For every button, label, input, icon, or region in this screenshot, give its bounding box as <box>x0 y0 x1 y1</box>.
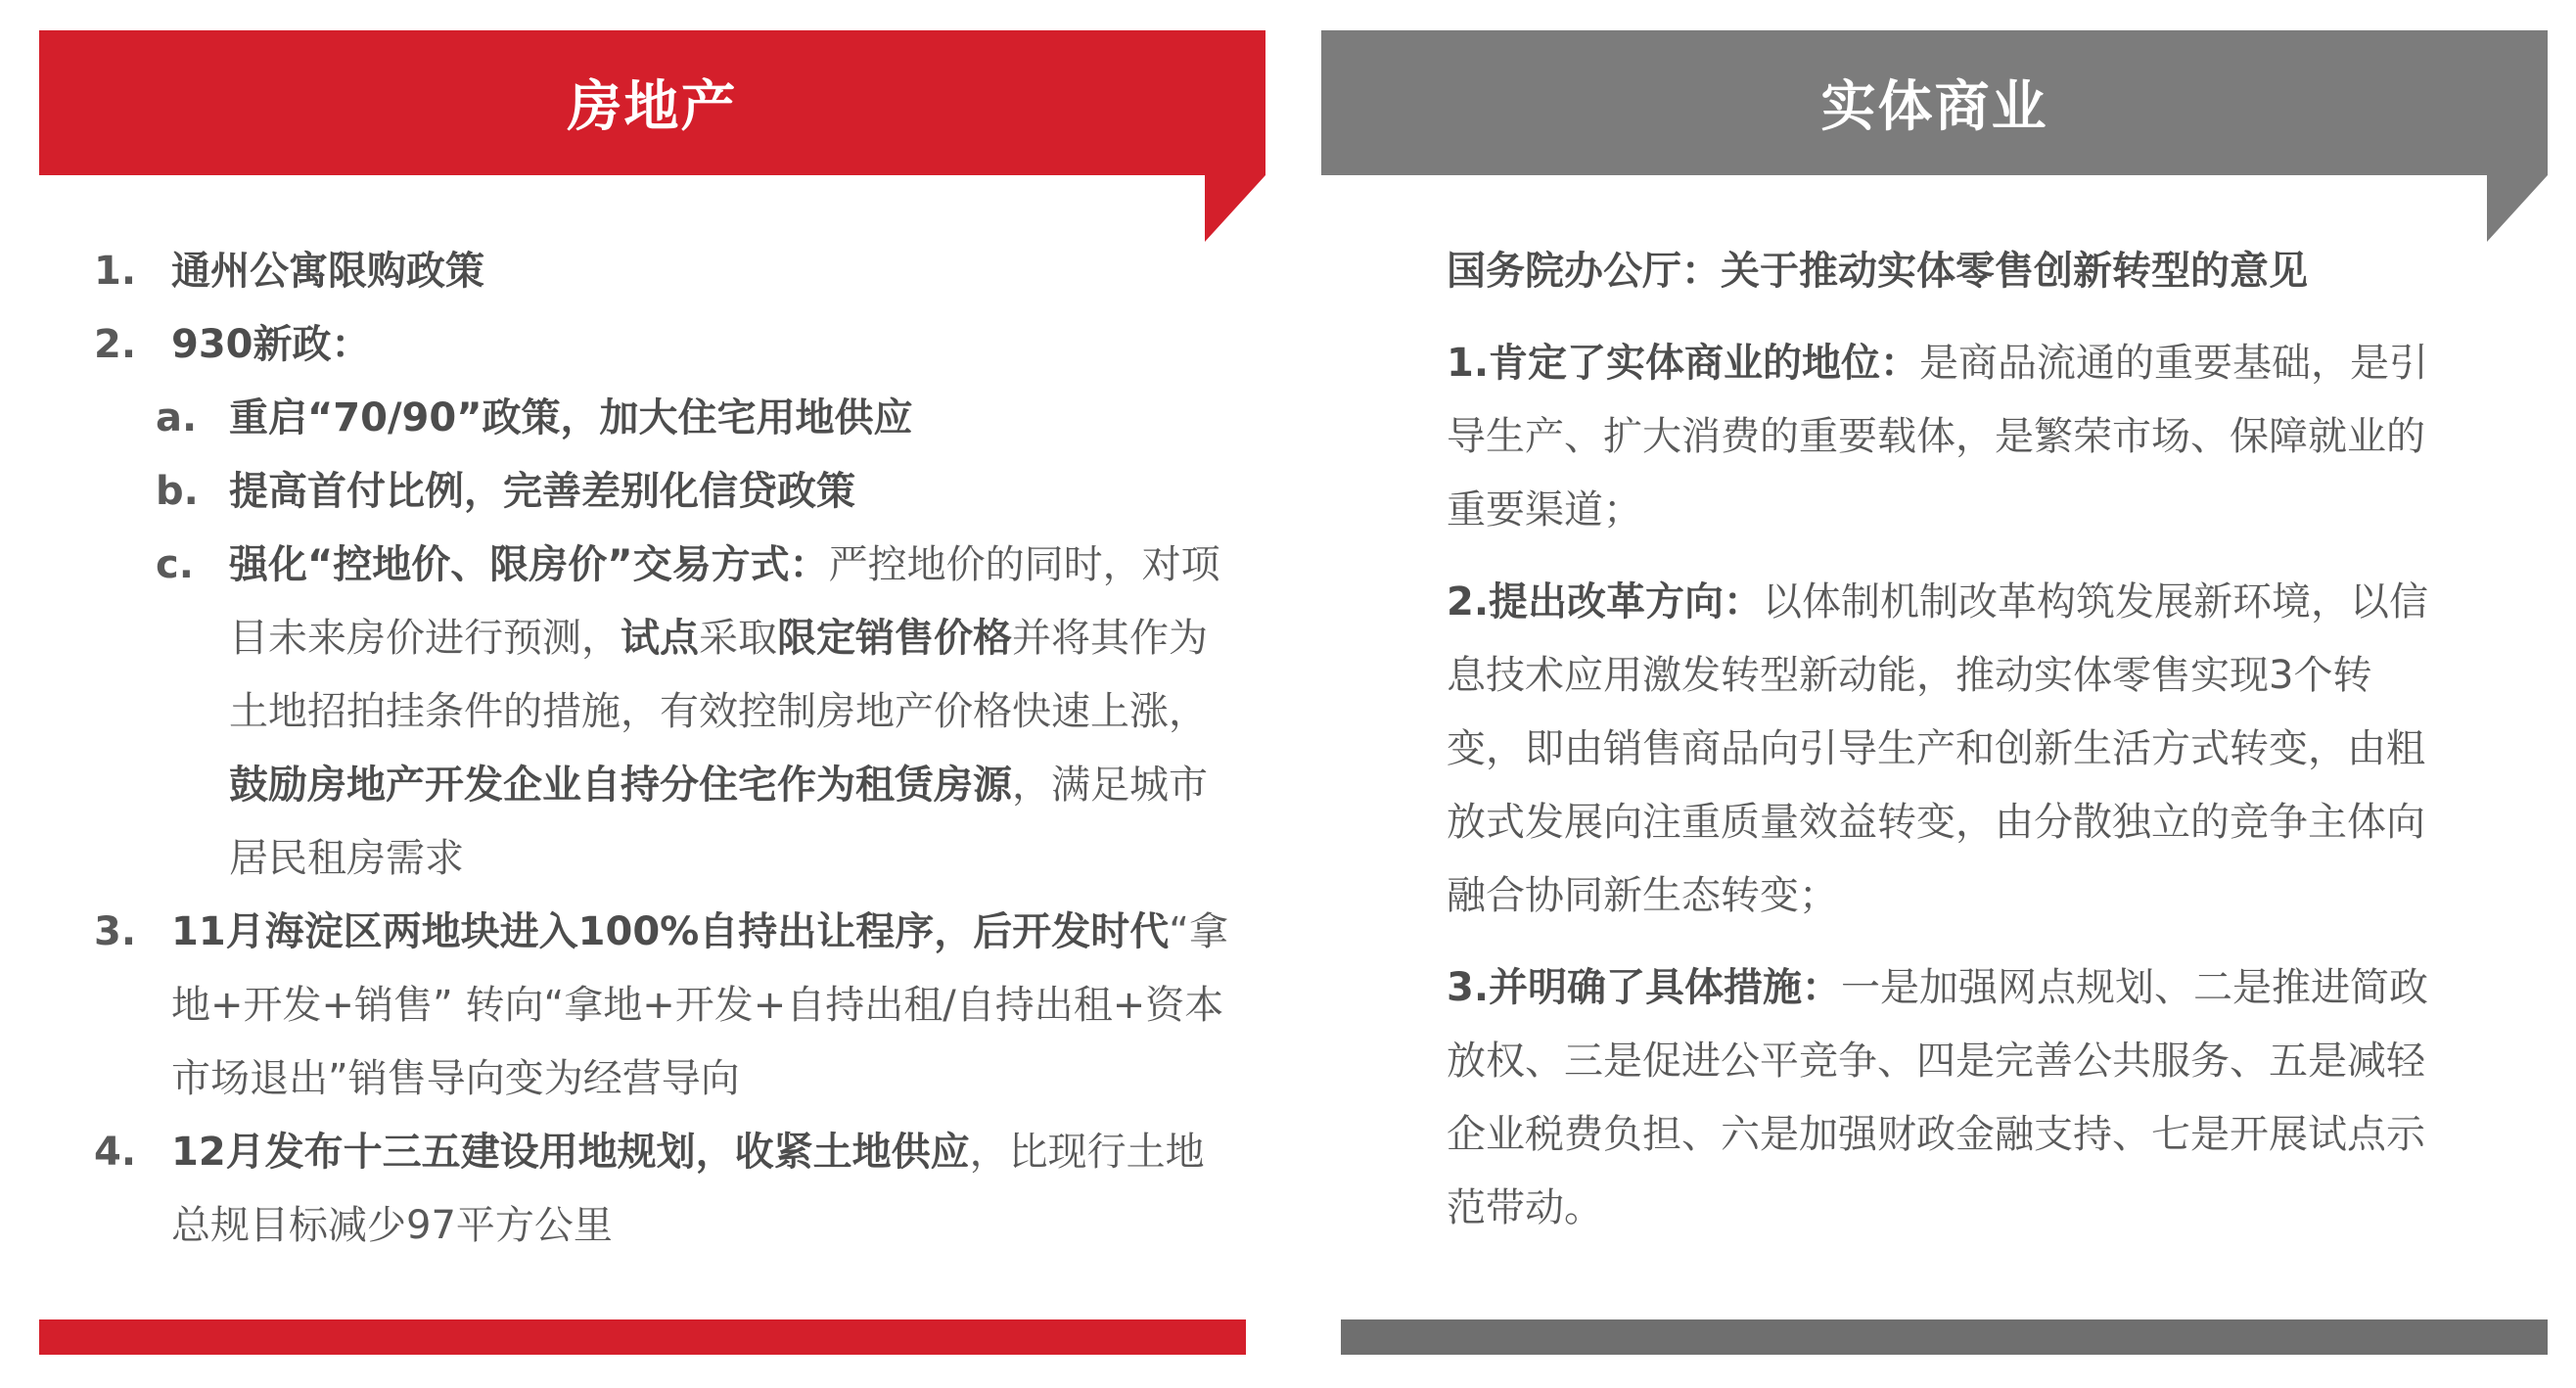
real-estate-title: 房地产 <box>567 75 738 139</box>
item-text: 通州公寓限购政策 <box>171 249 484 294</box>
bold-phrase: 限定销售价格 <box>777 616 1012 661</box>
bold-phrase: 鼓励房地产开发企业自持分住宅作为租赁房源 <box>229 763 1012 808</box>
gray-footer-bar <box>1341 1319 2548 1355</box>
sub-item-c <box>156 529 1239 896</box>
real-estate-list <box>94 235 1239 1263</box>
paragraph-heading: 1.肯定了实体商业的地位： <box>1447 341 1920 386</box>
bold-phrase: 11月海淀区两地块进入100%自持出让程序，后开发时代 <box>171 909 1170 954</box>
list-item-4 <box>94 1116 1239 1263</box>
item-text: 930新政： <box>171 322 371 367</box>
paragraph-text: 以体制机制改革构筑发展新环境，以信息技术应用激发转型新动能，推动实体零售实现3个转变，即由销售商品向引导生产和创新生活方式转变，由粗放式发展向注重质量效益转变，由分散独立的竞争主体向融合协同新生态转变； <box>1447 579 2429 918</box>
retail-header <box>1321 30 2548 175</box>
plain-phrase: ，满足城市居民租房需求 <box>229 763 1208 881</box>
paragraph-heading: 2.提出改革方向： <box>1447 579 1764 625</box>
list-item-3 <box>94 896 1239 1116</box>
sub-item-letter: c. <box>156 542 194 587</box>
plain-phrase: 严控地价的同时，对项目未来房价进行预测， <box>229 542 1220 661</box>
bold-phrase: 12月发布十三五建设用地规划，收紧土地供应 <box>171 1130 970 1175</box>
policy-paragraph-2 <box>1447 566 2445 933</box>
sub-list <box>94 382 1239 896</box>
retail-title: 实体商业 <box>1820 75 2048 139</box>
plain-phrase: 采取 <box>699 616 777 661</box>
bold-phrase: 强化“控地价、限房价”交易方式： <box>229 542 829 587</box>
sub-item-a <box>156 382 1239 455</box>
list-item-1 <box>94 235 1239 308</box>
plain-phrase: ，比现行土地总规目标减少97平方公里 <box>171 1130 1205 1248</box>
plain-phrase: 并将其作为土地招拍挂条件的措施，有效控制房地产价格快速上涨， <box>229 616 1208 734</box>
gray-fold-corner <box>2487 175 2548 242</box>
retail-content <box>1447 235 2445 1264</box>
policy-paragraph-1 <box>1447 327 2445 547</box>
item-number: 3. <box>94 909 137 954</box>
item-number: 1. <box>94 249 137 294</box>
paragraph-text: 一是加强网点规划、二是推进简政放权、三是促进公平竞争、四是完善公共服务、五是减轻企业税费负担、六是加强财政金融支持、七是开展试点示范带动。 <box>1447 965 2429 1230</box>
list-item-2 <box>94 308 1239 382</box>
red-footer-bar <box>39 1319 1246 1355</box>
real-estate-header <box>39 30 1265 175</box>
sub-item-text: 重启“70/90”政策，加大住宅用地供应 <box>229 395 913 440</box>
item-number: 2. <box>94 322 137 367</box>
paragraph-heading: 3.并明确了具体措施： <box>1447 965 1842 1010</box>
item-number: 4. <box>94 1130 137 1175</box>
sub-item-text <box>229 529 1239 896</box>
policy-title: 国务院办公厅：关于推动实体零售创新转型的意见 <box>1447 249 2308 294</box>
item-text <box>171 896 1239 1116</box>
plain-phrase: “拿地+开发+销售” 转向“拿地+开发+自持出租/自持出租+资本市场退出”销售导向变为经营导向 <box>171 909 1228 1101</box>
red-fold-corner <box>1205 175 1265 242</box>
sub-item-letter: a. <box>156 395 198 440</box>
sub-item-text: 提高首付比例，完善差别化信贷政策 <box>229 469 855 514</box>
paragraph-text: 是商品流通的重要基础，是引导生产、扩大消费的重要载体，是繁荣市场、保障就业的重要渠道； <box>1447 341 2429 532</box>
bold-phrase: 试点 <box>621 616 699 661</box>
sub-item-b <box>156 455 1239 529</box>
policy-paragraph-3 <box>1447 951 2445 1245</box>
item-text <box>171 1116 1239 1263</box>
sub-item-letter: b. <box>156 469 199 514</box>
